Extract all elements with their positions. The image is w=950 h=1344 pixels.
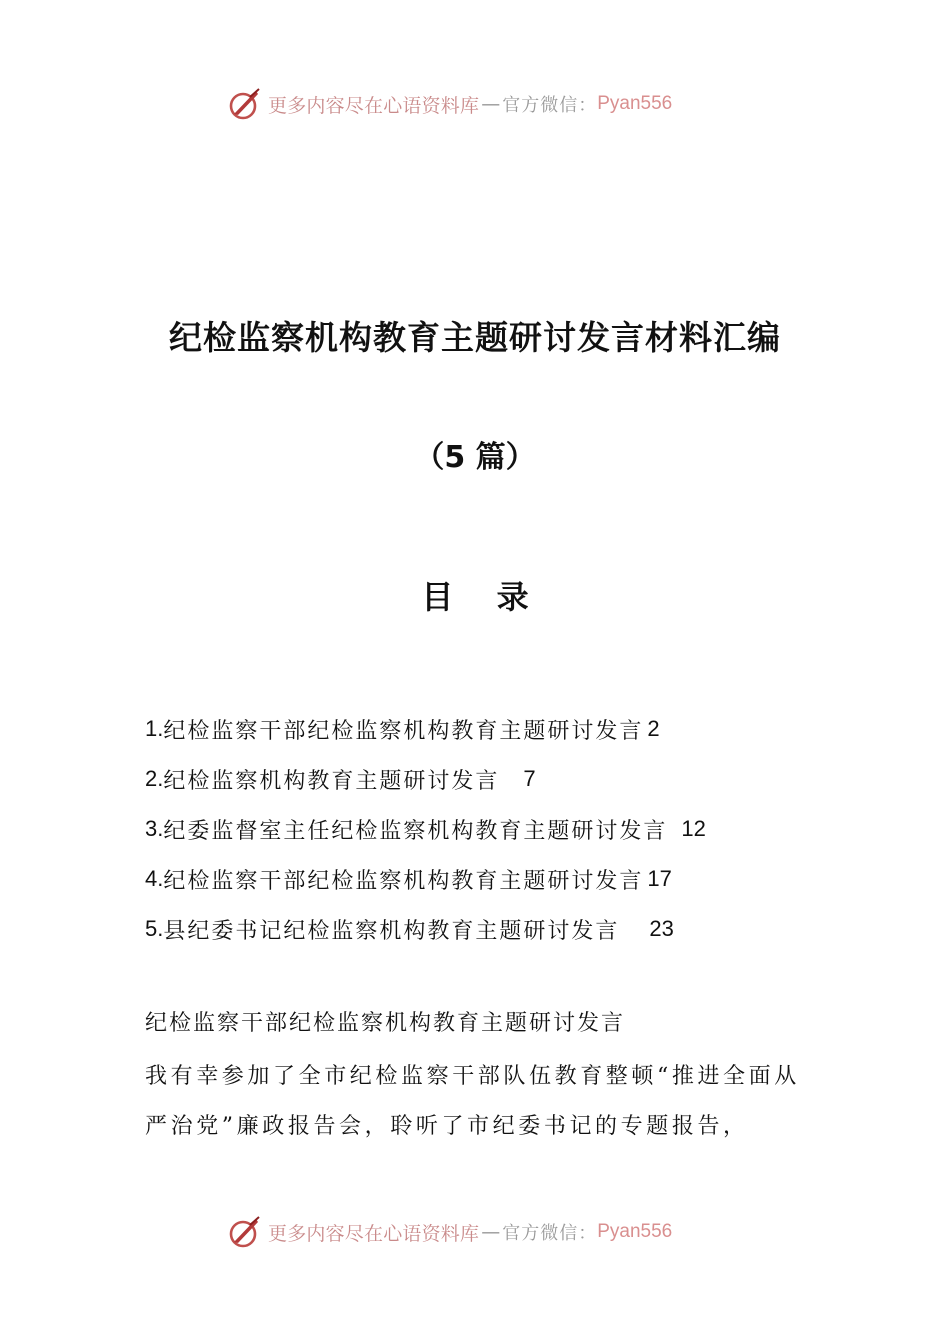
toc-item-number: 1.	[145, 716, 164, 741]
toc-item-text: 纪检监察干部纪检监察机构教育主题研讨发言	[163, 718, 644, 744]
toc-item-page: 17	[647, 866, 672, 891]
header-watermark-banner	[228, 84, 728, 124]
body-paragraph: 我有幸参加了全市纪检监察干部队伍教育整顿“推进全面从严治党”廉政报告会，聆听了市纪委书记的专题报告，	[145, 1064, 800, 1139]
toc-item[interactable]	[145, 904, 845, 954]
banner-wechat-id: Pyan556	[597, 93, 673, 114]
footer-watermark-banner	[228, 1212, 728, 1252]
section-title: 纪检监察干部纪检监察机构教育主题研讨发言	[145, 1011, 626, 1036]
banner-wechat-label: 官方微信：	[502, 95, 598, 116]
quill-pen-icon	[228, 1215, 262, 1249]
toc-item-page: 2	[647, 716, 660, 741]
toc-item[interactable]	[145, 854, 845, 904]
quill-pen-icon	[228, 87, 262, 121]
toc-heading: 目 录	[421, 578, 545, 616]
banner-text: 更多内容尽在心语资料库	[268, 1222, 480, 1245]
toc-item-page: 7	[523, 766, 536, 791]
toc-item-number: 2.	[145, 766, 164, 791]
toc-item-number: 5.	[145, 916, 164, 941]
toc-item-page: 23	[649, 916, 674, 941]
banner-text: 更多内容尽在心语资料库	[268, 94, 480, 117]
banner-separator: —	[481, 1221, 501, 1243]
toc-item-text: 纪委监督室主任纪检监察机构教育主题研讨发言	[163, 818, 668, 844]
toc-item[interactable]	[145, 704, 845, 754]
toc-item-page: 12	[681, 816, 706, 841]
banner-separator: —	[481, 93, 501, 115]
toc-item-number: 4.	[145, 866, 164, 891]
toc-item-text: 纪检监察机构教育主题研讨发言	[163, 768, 500, 794]
banner-wechat-label: 官方微信：	[502, 1223, 598, 1244]
document-subtitle: （5 篇）	[414, 440, 536, 475]
toc-item-text: 纪检监察干部纪检监察机构教育主题研讨发言	[163, 868, 644, 894]
banner-wechat-id: Pyan556	[597, 1221, 673, 1242]
table-of-contents	[145, 704, 845, 954]
document-title: 纪检监察机构教育主题研讨发言材料汇编	[169, 318, 781, 357]
toc-item[interactable]	[145, 804, 845, 854]
toc-item[interactable]	[145, 754, 845, 804]
toc-item-text: 县纪委书记纪检监察机构教育主题研讨发言	[163, 918, 620, 944]
toc-item-number: 3.	[145, 816, 164, 841]
